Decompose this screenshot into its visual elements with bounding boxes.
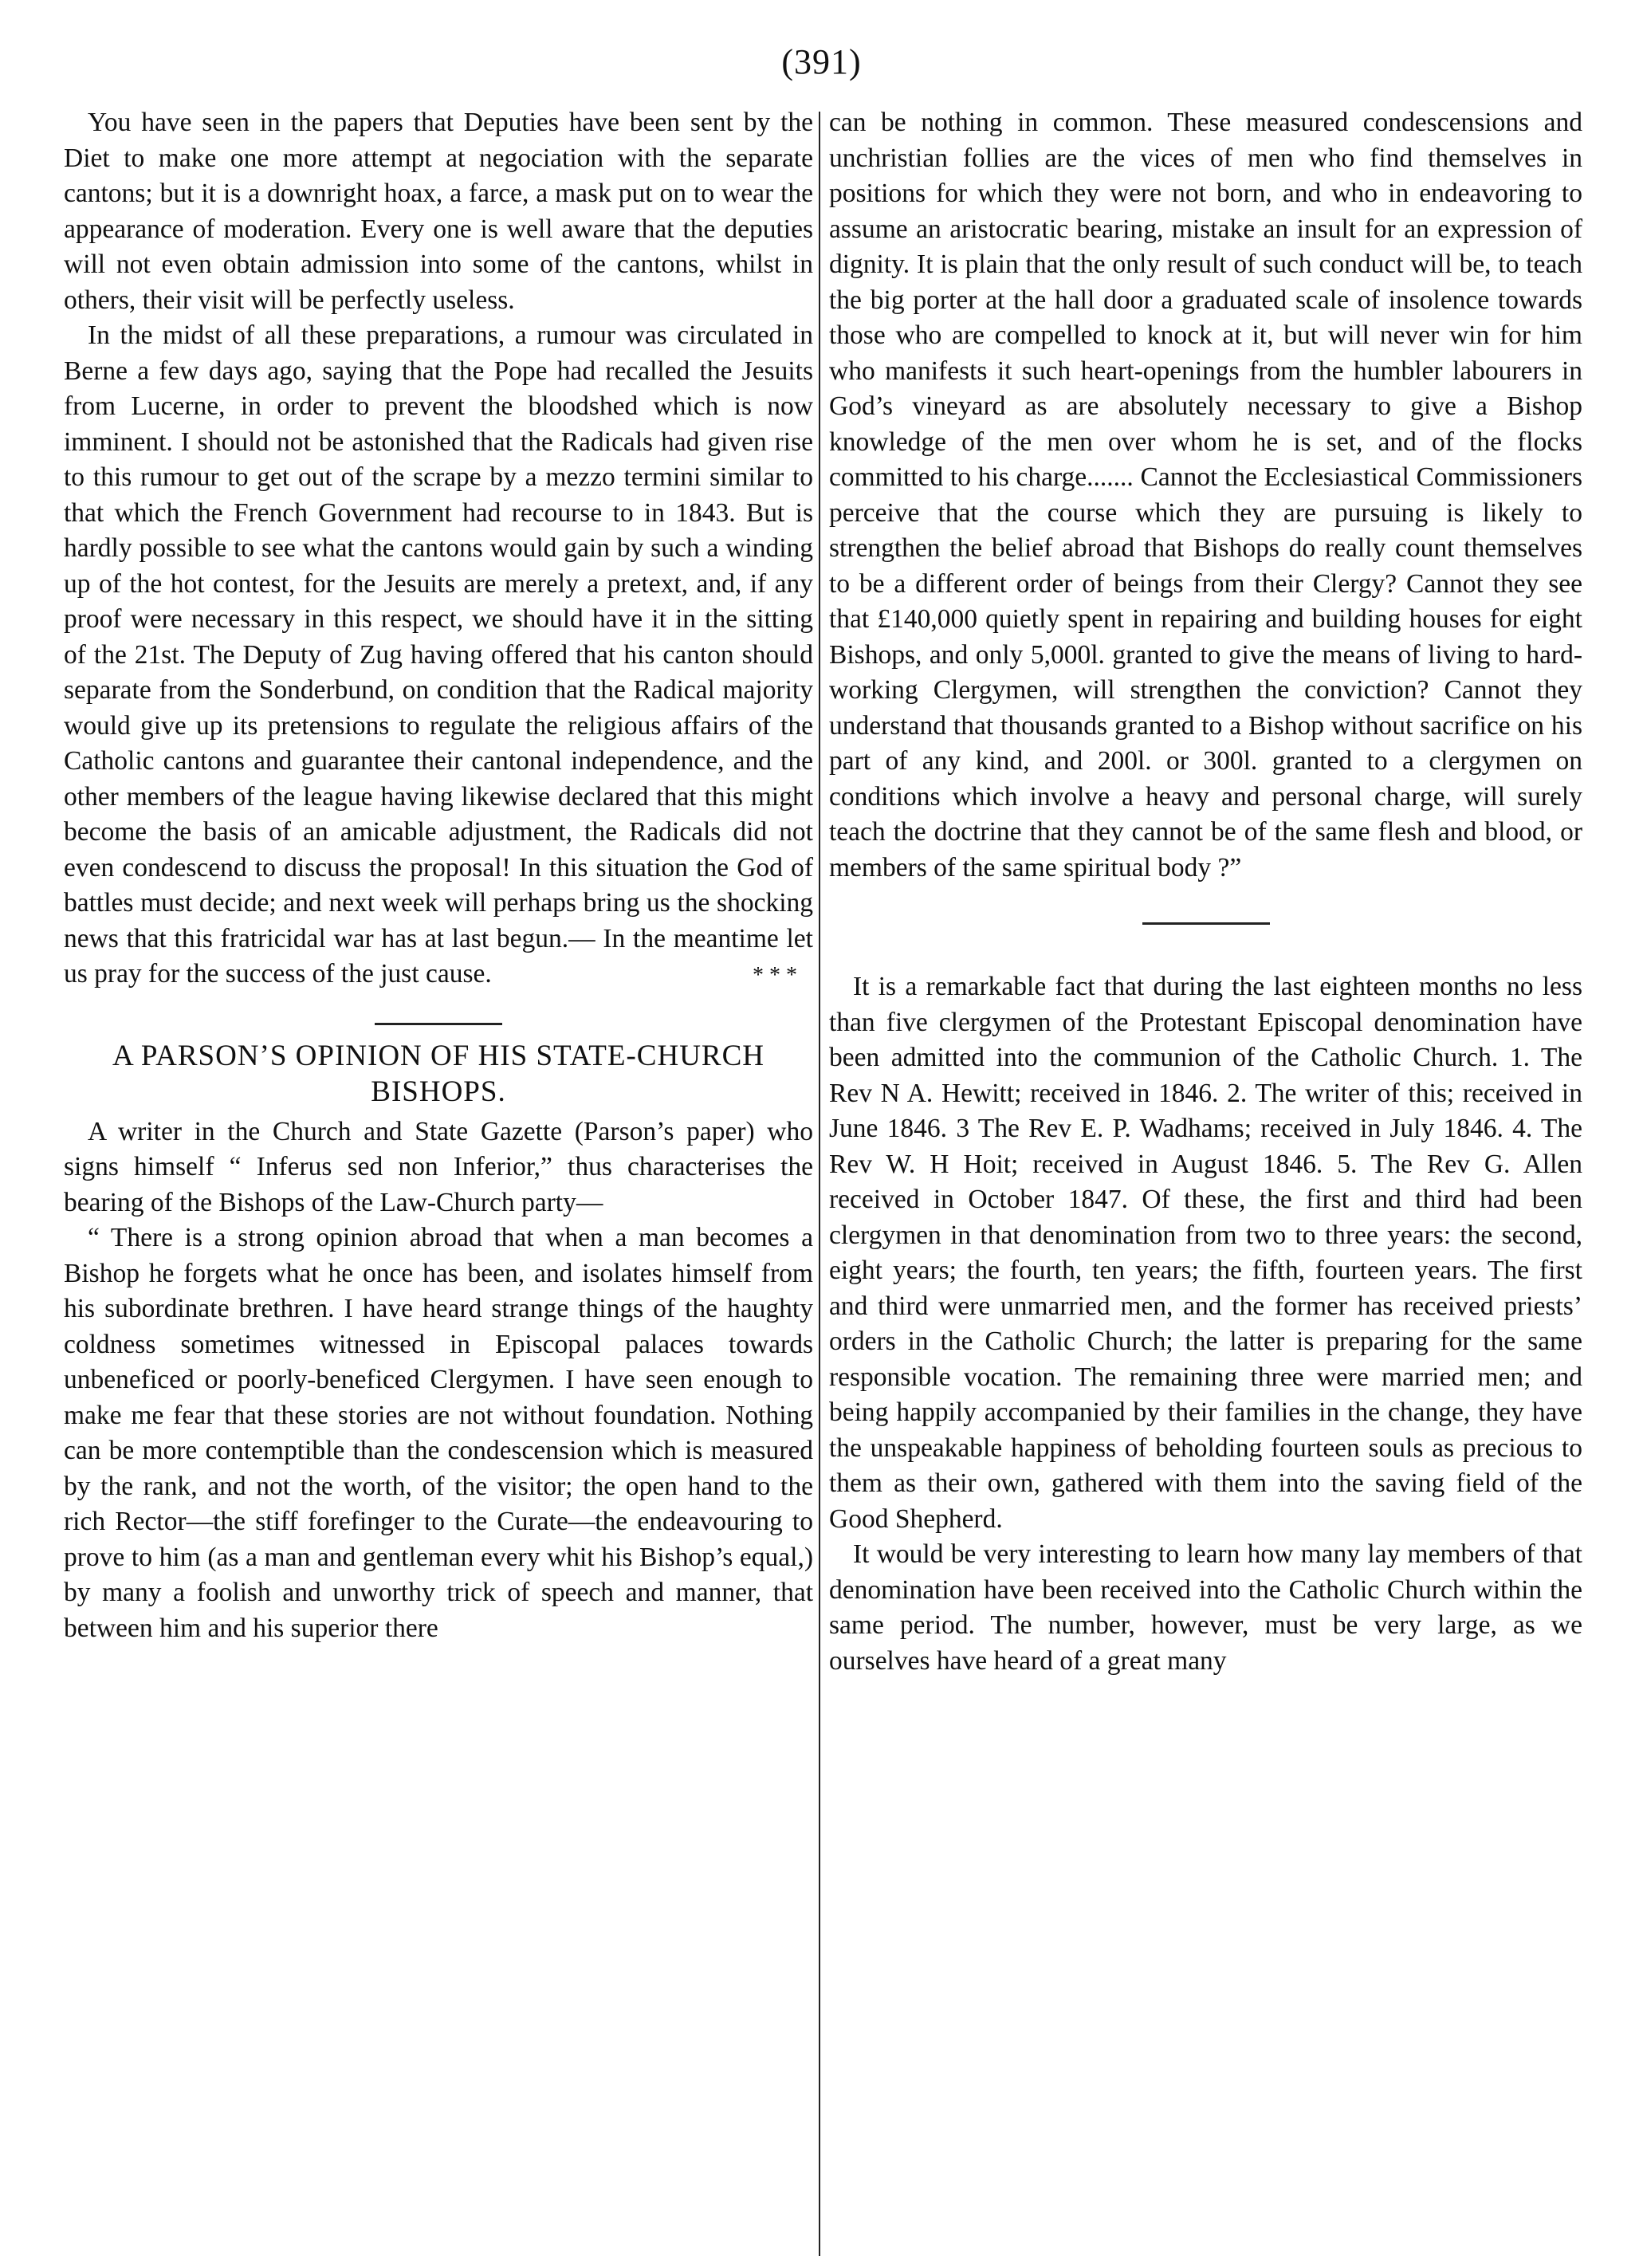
section-divider-right: [1142, 922, 1270, 925]
paragraph-gazette-intro: A writer in the Church and State Gazette (Parson’s paper) who signs himself “ Inferus sed non Inferior,” thus characterises the bearing of the Bishops of the Law-Church party—: [64, 1116, 813, 1217]
section-divider: [375, 1023, 502, 1025]
asterism: * * *: [753, 962, 797, 988]
paragraph-deputies: You have seen in the papers that Deputies have been sent by the Diet to make one more attempt at negociation with the separate cantons; but it is a downright hoax, a farce, a mask put on to wear the appearance of moderation. Every one is well aware that the deputies will not even obtain admission into some of the cantons, whilst in others, their visit will be perfectly useless.: [64, 108, 813, 315]
page-number: (391): [781, 42, 862, 81]
column-divider: [819, 112, 820, 2256]
left-column: [64, 105, 813, 1646]
paragraph-converts: It is a remarkable fact that during the last eighteen months no less than five clergymen of the Protestant Episcopal denomination have been admitted into the communion of the Catholic Church. 1. The Rev N A. Hewitt; received in 1846. 2. The writer of this; received in June 1846. 3 The Rev E. P. Wadhams; received in July 1846. 4. The Rev W. H Hoit; received in August 1846. 5. The Rev G. Allen received in October 1847. Of these, the first and third had been clergymen in that denomination from two to three years: the second, eight years; the fourth, ten years; the fifth, fourteen years. The first and third were unmarried men, and the former has received priests’ orders in the Catholic Church; the latter is preparing for the same responsible vocation. The remaining three were married men; and being happily accompanied by their families in the change, they have the unspeakable happiness of beholding fourteen souls as precious to them as their own, gathered with them into the saving field of the Good Shepherd.: [829, 972, 1582, 1534]
paragraph-rumour: In the midst of all these preparations, a rumour was circulated in Berne a few days ago, saying that the Pope had recalled the Jesuits from Lucerne, in order to prevent the bloodshed which is now imminent. I should not be astonished that the Radicals had given rise to this rumour to get out of the scrape by a mezzo termini similar to that which the French Government had recourse to in 1843. But is hardly possible to see what the cantons would gain by such a winding up of the hot contest, for the Jesuits are merely a pretext, and, if any proof were necessary in this respect, we should have it in the sitting of the 21st. The Deputy of Zug having offered that his canton should separate from the Sonderbund, on condition that the Radical majority would give up its pretensions to regulate the religious affairs of the Catholic cantons and guarantee their cantonal independence, and the other members of the league having likewise declared that this might become the basis of an amicable adjustment, the Radicals did not even condescend to discuss the proposal! In this situation the God of battles must decide; and next week will perhaps bring us the shocking news that this fratricidal war has at last begun.— In the meantime let us pray for the success of the just cause.: [64, 320, 813, 989]
article-heading: A PARSON’S OPINION OF HIS STATE-CHURCH BISHOPS.: [112, 1039, 765, 1108]
paragraph-lay-members: It would be very interesting to learn how many lay members of that denomination have been received into the Catholic Church within the same period. The number, however, must be very large, as we ourselves have heard of a great many: [829, 1539, 1582, 1676]
paragraph-quotation-continued: can be nothing in common. These measured condescensions and unchristian follies are the vices of men who find themselves in positions for which they were not born, and who in endeavoring to assume an aristocratic bearing, mistake an insult for an expression of dignity. It is plain that the only result of such conduct will be, to teach the big porter at the hall door a graduated scale of insolence towards those who are compelled to knock at it, but will never win for him who manifests it such heart-openings from the humbler labourers in God’s vineyard as are absolutely necessary to give a Bishop knowledge of the men over whom he is set, and of the flocks committed to his charge....... Cannot the Ecclesiastical Commissioners perceive that the course which they are pursuing is likely to strengthen the belief abroad that Bishops do really count themselves to be a different order of beings from their Clergy? Cannot they see that £140,000 quietly spent in repairing and building houses for eight Bishops, and only 5,000l. granted to give the means of living to hard-working Clergymen, will strengthen the conviction? Cannot they understand that thousands granted to a Bishop without sacrifice on his part of any kind, and 200l. or 300l. granted to a clergymen on conditions which involve a heavy and personal charge, will surely teach the doctrine that they cannot be of the same flesh and blood, or members of the same spiritual body ?”: [829, 108, 1582, 882]
paragraph-quotation: “ There is a strong opinion abroad that when a man becomes a Bishop he forgets what he once has been, and isolates himself from his subordinate brethren. I have heard strange things of the haughty coldness sometimes witnessed in Episcopal palaces towards unbeneficed or poorly-beneficed Clergymen. I have seen enough to make me fear that these stories are not without foundation. Nothing can be more contemptible than the condescension which is measured by the rank, and not the worth, of the visitor; the open hand to the rich Rector—the stiff forefinger to the Curate—the endeavouring to prove to him (as a man and gentleman every whit his Bishop’s equal,) by many a foolish and unworthy trick of speech and manner, that between him and his superior there: [64, 1223, 813, 1643]
right-column: [829, 105, 1582, 1679]
